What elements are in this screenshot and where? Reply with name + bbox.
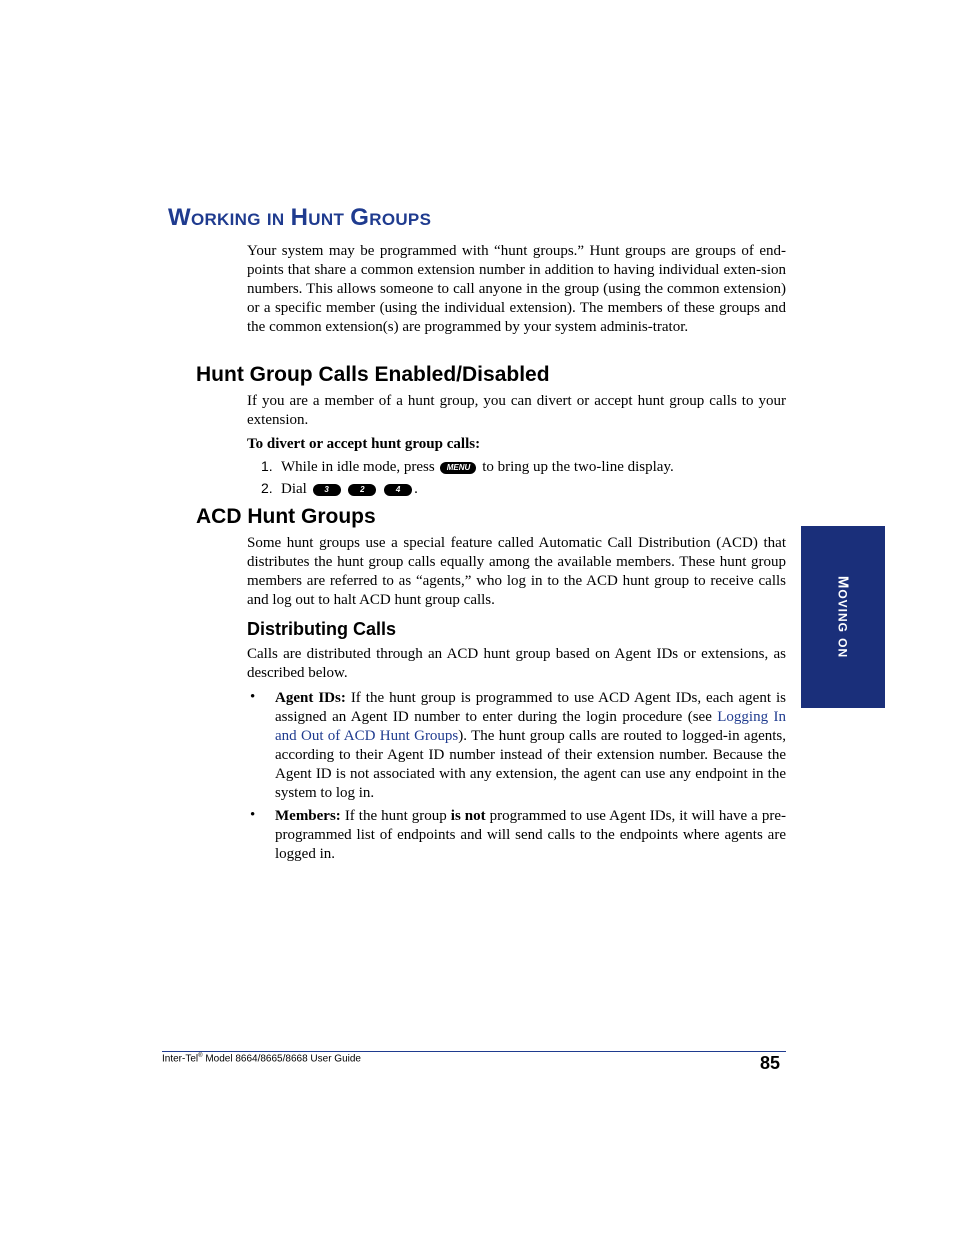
members-item	[275, 807, 786, 864]
footer-rule	[162, 1051, 786, 1052]
page-number: 85	[760, 1053, 781, 1073]
distributing-paragraph: Calls are distributed through an ACD hunt group based on Agent IDs or extensions, as described below.	[247, 646, 786, 681]
hunt-calls-paragraph: If you are a member of a hunt group, you can divert or accept hunt group calls to your extension.	[247, 393, 786, 428]
logging-link[interactable]: Logging In and Out of ACD Hunt Groups	[275, 709, 786, 744]
bullet-icon: •	[250, 807, 256, 823]
footer-guide-title: Inter-Tel® Model 8664/8665/8668 User Guide	[162, 1053, 361, 1065]
section-title: WORKING IN HUNT GROUPS	[168, 204, 432, 231]
intro-paragraph: Your system may be programmed with “hunt groups.” Hunt groups are groups of end-points that share a common extension number in addition to having individual exten-sion numbers. This allows someone to call anyone in the group (using the common extension) or a specific member (using the individual extension). The members of these groups and the common extension(s) are programmed by your system adminis-trator.	[247, 243, 786, 335]
step-text: to bring up the two-line display.	[482, 459, 674, 475]
chapter-tab-label: MOVING ON	[834, 575, 852, 659]
step-2	[261, 479, 418, 499]
procedure-title: To divert or accept hunt group calls:	[247, 436, 481, 452]
distributing-heading: Distributing Calls	[247, 619, 397, 639]
step-text: Dial	[281, 481, 307, 497]
members-text: If the hunt group	[340, 808, 451, 824]
agent-ids-text: If the hunt group is programmed to use ACD Agent IDs, each agent is assigned an Agent ID number to enter during the login procedure (see	[275, 690, 786, 725]
dial-key-2-icon: 2	[348, 484, 376, 496]
agent-ids-label: Agent IDs:	[275, 690, 346, 706]
acd-paragraph: Some hunt groups use a special feature called Automatic Call Distribution (ACD) that distributes the hunt group calls equally among the available members. These hunt group members are referred to as “agents,” who log in to the ACD hunt group to receive calls and log out to halt ACD hunt group calls.	[247, 535, 786, 608]
agent-ids-item	[275, 689, 786, 803]
step-text: .	[414, 481, 418, 497]
menu-key-icon: MENU	[440, 462, 476, 474]
step-number: 2.	[261, 480, 273, 496]
chapter-tab	[801, 526, 885, 708]
step-text: While in idle mode, press	[281, 459, 435, 475]
dial-key-3-icon: 3	[313, 484, 341, 496]
members-text: programmed to use Agent IDs, it will have a pre-programmed list of endpoints and will send calls to the endpoints where agents are logged in.	[275, 808, 786, 862]
dial-key-4-icon: 4	[384, 484, 412, 496]
step-1	[261, 457, 674, 477]
members-label: Members:	[275, 808, 341, 824]
hunt-calls-heading: Hunt Group Calls Enabled/Disabled	[196, 363, 550, 386]
acd-heading: ACD Hunt Groups	[196, 505, 376, 528]
agent-ids-text: ). The hunt group calls are routed to logged-in agents, according to their Agent ID number instead of their extension number. Because the Agent ID is not associated with any extension, the agent can use any endpoint in the system to log in.	[275, 728, 786, 801]
bullet-icon: •	[250, 689, 256, 705]
members-emphasis: is not	[450, 808, 486, 824]
step-number: 1.	[261, 458, 273, 474]
